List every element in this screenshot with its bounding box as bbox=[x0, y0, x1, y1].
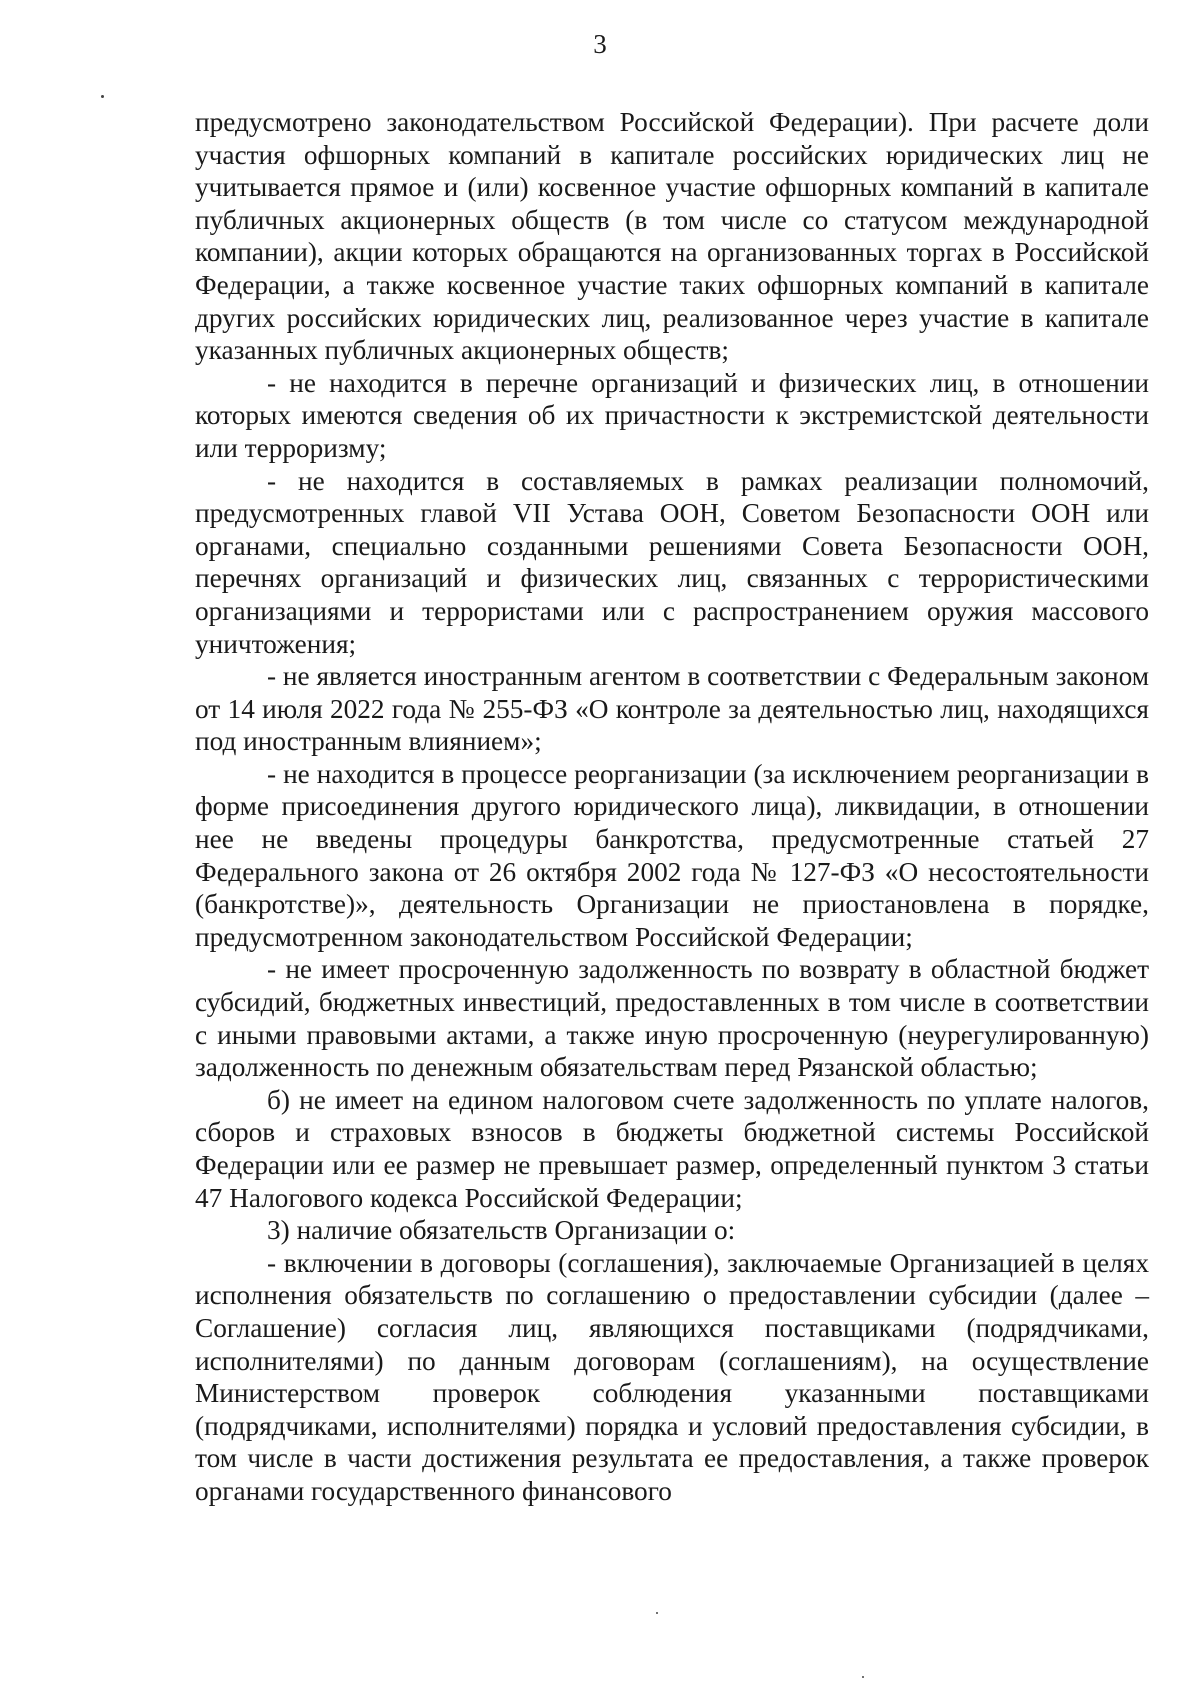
paragraph: - не является иностранным агентом в соответствии с Федеральным законом от 14 июля 2022 года № 255-ФЗ «О контроле за деятельностью лиц, находящихся под иностранным влиянием»; bbox=[195, 661, 1150, 757]
paragraph: - не находится в процессе реорганизации (за исключением реорганизации в форме присоединения другого юридического лица), ликвидации, в отношении нее не введены процедуры банкротства, предусмотренные статьей 27 Федерального закона от 26 октября 2002 года № 127-ФЗ «О несостоятельности (банкротстве)», деятельность Организации не приостановлена в порядке, предусмотренном законодательством Российской Федерации; bbox=[195, 758, 1149, 952]
paragraph: - включении в договоры (соглашения), заключаемые Организацией в целях исполнения обязательств по соглашению о предоставлении субсидии (далее – Соглашение) согласия лиц, являющихся поставщиками (подрядчиками, исполнителями) по данным договорам (соглашениям), на осуществление Министерством проверок соблюдения указанными поставщиками (подрядчиками, исполнителями) порядка и условий предоставления субсидии, в том числе в части достижения результата ее предоставления, а также проверок органами государственного финансового bbox=[195, 1247, 1149, 1506]
page-number: 3 bbox=[593, 29, 607, 59]
scan-speck bbox=[656, 1612, 658, 1614]
paragraph: - не находится в составляемых в рамках реализации полномочий, предусмотренных главой VII Устава ООН, Советом Безопасности ООН или органами, специально созданными решениями Совета Безопасности ООН, перечнях организаций и физических лиц, связанных с террористическими организациями и террористами или с распространением оружия массового уничтожения; bbox=[195, 465, 1149, 659]
paragraph: - не находится в перечне организаций и физических лиц, в отношении которых имеются сведения об их причастности к экстремистской деятельности или терроризму; bbox=[195, 367, 1149, 463]
paragraph: 3) наличие обязательств Организации о: bbox=[267, 1215, 736, 1246]
scan-speck bbox=[101, 95, 104, 98]
document-body bbox=[195, 106, 1149, 1508]
paragraph: б) не имеет на едином налоговом счете задолженность по уплате налогов, сборов и страховых взносов в бюджеты бюджетной системы Российской Федерации или ее размер не превышает размер, определенный пунктом 3 статьи 47 Налогового кодекса Российской Федерации; bbox=[195, 1084, 1149, 1213]
paragraph: предусмотрено законодательством Российской Федерации). При расчете доли участия офшорных компаний в капитале российских юридических лиц не учитывается прямое и (или) косвенное участие офшорных компаний в капитале публичных акционерных обществ (в том числе со статусом международной компании), акции которых обращаются на организованных торгах в Российской Федерации, а также косвенное участие таких офшорных компаний в капитале других российских юридических лиц, реализованное через участие в капитале указанных публичных акционерных обществ; bbox=[195, 107, 1149, 366]
paragraph: - не имеет просроченную задолженность по возврату в областной бюджет субсидий, бюджетных инвестиций, предоставленных в том числе в соответствии с иными правовыми актами, а также иную просроченную (неурегулированную) задолженность по денежным обязательствам перед Рязанской областью; bbox=[195, 954, 1149, 1083]
scan-speck bbox=[862, 1676, 864, 1678]
